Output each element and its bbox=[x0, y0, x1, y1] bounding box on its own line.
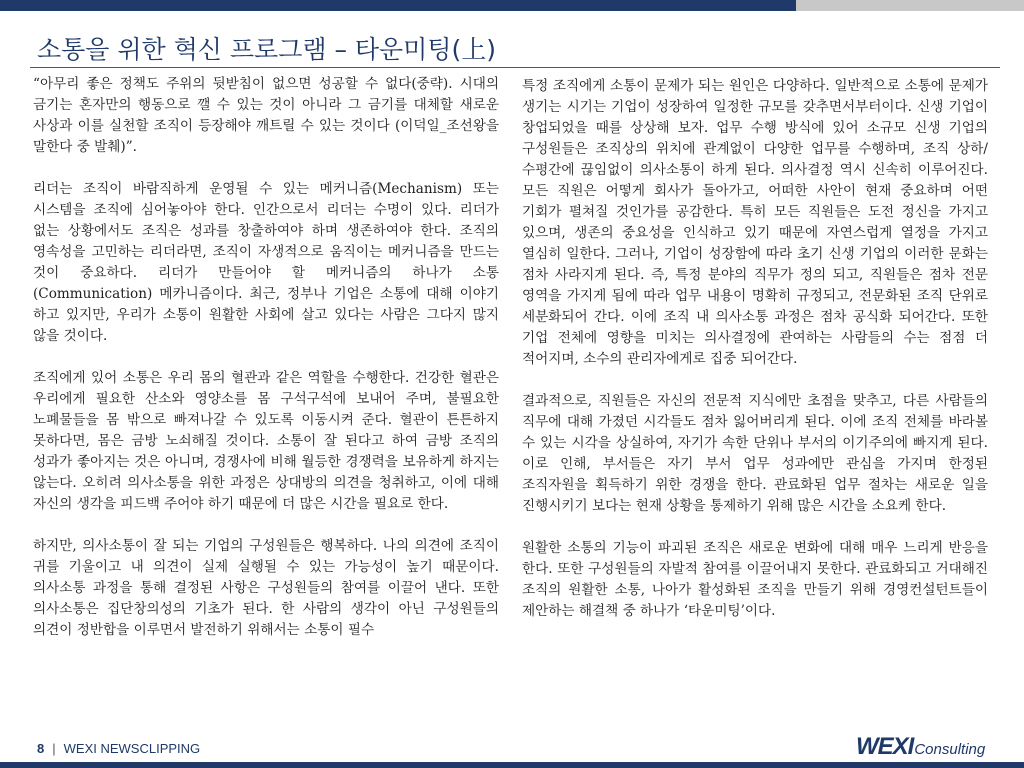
slide-title: 소통을 위한 혁신 프로그램 – 타운미팅(上) bbox=[37, 35, 496, 64]
wexi-logo bbox=[856, 733, 985, 761]
top-banner-navy bbox=[0, 0, 796, 11]
bottom-banner bbox=[0, 762, 1024, 768]
title-divider bbox=[30, 67, 1000, 68]
left-paragraph-3: 조직에게 있어 소통은 우리 몸의 혈관과 같은 역할을 수행한다. 건강한 혈관은 우리에게 필요한 산소와 영양소를 몸 구석구석에 보내어 주며, 불필요한 노폐물들을 몸 밖으로 빠져나갈 수 있도록 이동시켜 준다. 혈관이 튼튼하지 못하다면, 몸은 금방 노쇠해질 것이다. 소통이 잘 된다고 하여 금방 조직의 성과가 좋아지는 것은 아니며, 경쟁사에 비해 월등한 경쟁력을 보유하게 하지는 않는다. 오히려 의사소통을 위한 과정은 상대방의 의견을 청취하고, 이에 대해 자신의 생각을 피드백 주어야 하기 때문에 더 많은 시간을 필요로 한다. bbox=[33, 370, 499, 512]
left-paragraph-1: “아무리 좋은 정책도 주위의 뒷받침이 없으면 성공할 수 없다(중략). 시대의 금기는 혼자만의 행동으로 깰 수 있는 것이 아니라 그 금기를 대체할 새로운 사상과 이를 실천할 조직이 등장해야 깨트릴 수 있는 것이다 (이덕일_조선왕을 말한다 중 발췌)”. bbox=[33, 76, 499, 155]
left-paragraph-4: 하지만, 의사소통이 잘 되는 기업의 구성원들은 행복하다. 나의 의견에 조직이 귀를 기울이고 내 의견이 실제 실행될 수 있는 가능성이 높기 때문이다. 의사소통 과정을 통해 결정된 사항은 구성원들의 참여를 이끌어 낸다. 또한 의사소통은 집단창의성의 기초가 된다. 한 사람의 생각이 아닌 구성원들의 의견이 정반합을 이루면서 발전하기 위해서는 소통이 필수 bbox=[33, 538, 499, 638]
footer-separator: | bbox=[52, 741, 56, 756]
top-banner-gray bbox=[796, 0, 1024, 11]
logo-subtitle: Consulting bbox=[914, 741, 986, 758]
right-paragraph-3: 원활한 소통의 기능이 파괴된 조직은 새로운 변화에 대해 매우 느리게 반응을 한다. 또한 구성원들의 자발적 참여를 이끌어내지 못한다. 관료화되고 거대해진 조직의 원활한 소통, 나아가 활성화된 조직을 만들기 위해 경영컨설턴트들이 제안하는 해결책 중 하나가 ‘타운미팅’이다. bbox=[522, 540, 988, 619]
logo-mark: WEXI bbox=[856, 733, 914, 760]
left-column bbox=[33, 74, 499, 641]
top-banner bbox=[0, 0, 1024, 11]
publication-name: WEXI NEWSCLIPPING bbox=[63, 741, 201, 756]
slide-footer bbox=[37, 741, 200, 756]
right-column bbox=[522, 76, 988, 622]
left-paragraph-2: 리더는 조직이 바람직하게 운영될 수 있는 메커니즘(Mechanism) 또는 시스템을 조직에 심어놓아야 한다. 인간으로서 리더는 수명이 있다. 리더가 없는 상황에서도 조직은 성과를 창출하여야 하며 생존하여야 한다. 조직의 영속성을 고민하는 리더라면, 조직이 자생적으로 움직이는 메커니즘을 만드는 것이 중요하다. 리더가 만들어야 할 메커니즘의 하나가 소통(Communication) 메카니즘이다. 최근, 정부나 기업은 소통에 대해 이야기 하고 있지만, 우리가 소통이 원활한 사회에 살고 있다는 사람은 그다지 많지 않을 것이다. bbox=[33, 181, 499, 344]
page-number: 8 bbox=[37, 741, 45, 756]
right-paragraph-1: 특정 조직에게 소통이 문제가 되는 원인은 다양하다. 일반적으로 소통에 문제가 생기는 시기는 기업이 성장하여 일정한 규모를 갖추면서부터이다. 신생 기업이 창업되었을 때를 상상해 보자. 업무 수행 방식에 있어 소규모 신생 기업의 구성원들은 조직상의 위치에 관계없이 다양한 업무를 수행하며, 조직 상하/수평간에 끊임없이 의사소통이 하게 된다. 의사결정 역시 신속히 이루어진다. 모든 직원은 어떻게 회사가 돌아가고, 어떠한 사안이 현재 중요하며 어떤 기회가 펼쳐질 것인가를 공감한다. 특히 모든 직원들은 도전 정신을 가지고 있으며, 생존의 중요성을 인식하고 있기 때문에 자연스럽게 열정을 가지고 열심히 일한다. 그러나, 기업이 성장함에 따라 초기 신생 기업의 이러한 문화는 점차 사라지게 된다. 즉, 특정 분야의 직무가 정의 되고, 직원들은 점차 전문 영역을 가지게 됨에 따라 업무 내용이 명확히 규정되고, 전문화된 조직 단위로 세분화되어 간다. 이에 조직 내 의사소통 과정은 점차 공식화 되어간다. 또한 기업 전체에 영향을 미치는 의사결정에 관여하는 사람들의 수는 점점 더 적어지며, 소수의 관리자에게로 집중 되어간다. bbox=[522, 78, 988, 367]
right-paragraph-2: 결과적으로, 직원들은 자신의 전문적 지식에만 초점을 맞추고, 다른 사람들의 직무에 대해 가졌던 시각들도 점차 잃어버리게 된다. 이에 조직 전체를 바라볼 수 있는 시각을 상실하여, 자기가 속한 단위나 부서의 이기주의에 빠지게 된다. 이로 인해, 부서들은 자기 부서 업무 성과에만 관심을 가지며 한정된 조직자원을 획득하기 위한 경쟁을 한다. 관료화된 업무 절차는 새로운 일을 진행시키기 보다는 현재 상황을 통제하기 위해 많은 시간을 소요케 한다. bbox=[522, 393, 988, 514]
